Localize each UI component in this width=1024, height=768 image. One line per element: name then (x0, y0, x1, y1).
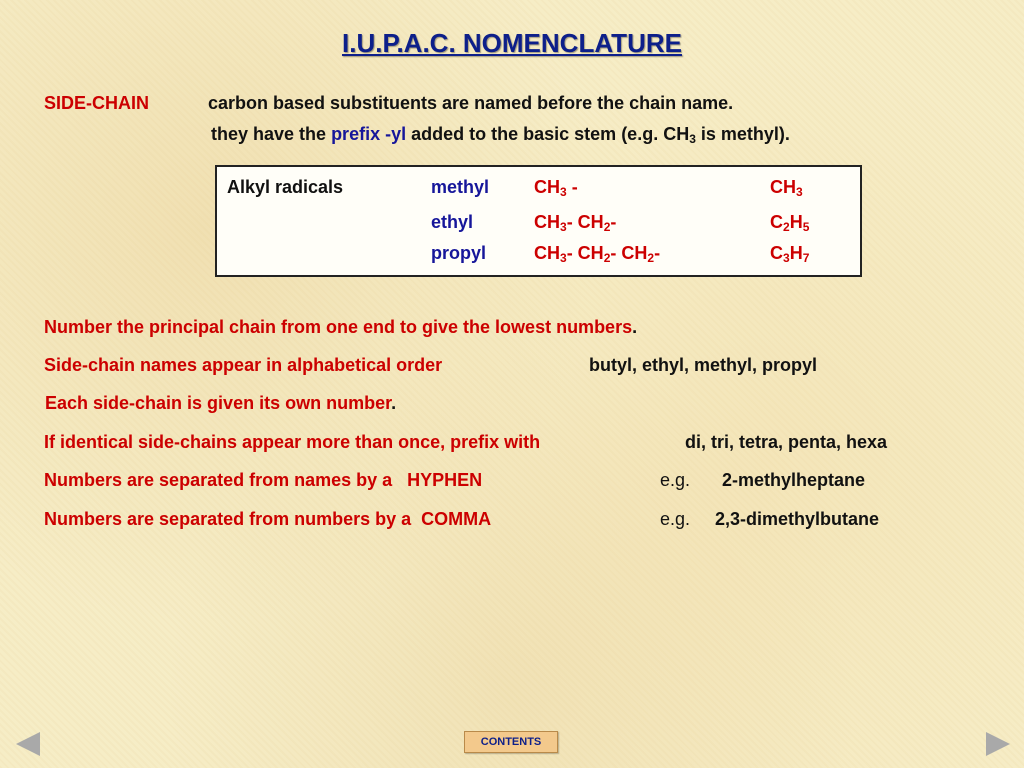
side-chain-label: SIDE-CHAIN (44, 93, 150, 113)
prefix-word: prefix (331, 124, 381, 144)
radical-name: methyl (431, 177, 490, 197)
rule-comma-example: 2,3-dimethylbutane (715, 509, 880, 529)
rule-identical-prefix-example: di, tri, tetra, penta, hexa (685, 432, 888, 452)
rule-hyphen-example: 2-methylheptane (722, 470, 866, 490)
radical-molecular: $C_3H_7$ (770, 243, 810, 265)
alkyl-radicals-table (215, 165, 862, 277)
radical-formula: $CH_3-$ $CH_2-$ $CH_2-$ (534, 243, 661, 265)
radical-formula: $CH_3-$ $CH_2-$ (534, 212, 617, 234)
table-heading: Alkyl radicals (227, 177, 344, 197)
radical-formula: $CH_3$ - (534, 177, 578, 199)
rule-identical-prefix: If identical side-chains appear more than once, prefix with (44, 432, 541, 452)
rule-hyphen-eg: e.g. (660, 470, 691, 490)
rule-hyphen: Numbers are separated from names by a HYPHEN (44, 470, 483, 490)
radical-name: ethyl (431, 212, 474, 232)
radical-molecular: $CH_3$ (770, 177, 803, 199)
side-chain-line-1: carbon based substituents are named before the chain name. (208, 93, 734, 113)
right-arrow-icon[interactable] (986, 732, 1010, 756)
radical-molecular: $C_2H_5$ (770, 212, 810, 234)
side-chain-line-2 (211, 124, 790, 145)
rule-alphabetical-example: butyl, ethyl, methyl, propyl (589, 355, 818, 375)
rule-lowest-numbers: Number the principal chain from one end to give the lowest numbers. (44, 317, 638, 337)
line2-post: is methyl). (700, 124, 790, 144)
line2-sub: 3 (689, 132, 696, 146)
line2-mid: added to the basic stem (e.g. CH (411, 124, 690, 144)
page-title: I.U.P.A.C. NOMENCLATURE (342, 28, 682, 58)
rule-comma-eg: e.g. (660, 509, 691, 529)
left-arrow-icon[interactable] (16, 732, 40, 756)
line2-pre: they have the (211, 124, 327, 144)
rule-alphabetical: Side-chain names appear in alphabetical order (44, 355, 443, 375)
radical-name: propyl (431, 243, 487, 263)
yl-suffix: -yl (385, 124, 407, 144)
rule-own-number: Each side-chain is given its own number. (45, 393, 397, 413)
contents-button[interactable]: CONTENTS (464, 731, 558, 753)
rule-comma: Numbers are separated from numbers by a COMMA (44, 509, 492, 529)
